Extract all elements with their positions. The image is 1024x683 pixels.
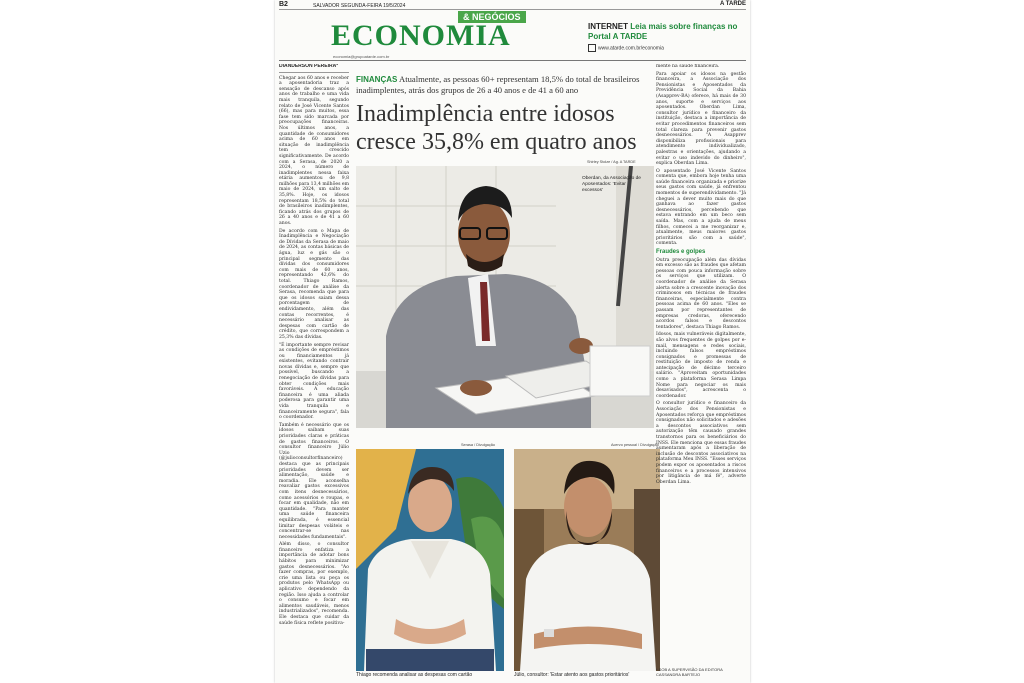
newspaper-page [275,0,750,683]
section-email: economia@grupoatarde.com.br [333,54,390,59]
paragraph: Para apoiar os idosos na gestão financeira, a Associação dos Pensionistas e Aposentados da Previdência Social da Bahia (Asapprev-BA) oferece, há mais de 30 anos, suporte e serviços aos aposentados. Oberdan Lima, consultor jurídico e financeiro da instituição, destaca a importância de evitar procedimentos financeiros sem total clareza para prevenir gastos desnecessários. "A Asapprev disponibiliza profissionais para atendimento individualizado, palestras e orientações, ajudando a evitar o uso indevido do dinheiro", explica Oberdan Lima. [656,71,746,167]
subhead: Fraudes e golpes [656,249,706,255]
article-headline: Inadimplência entre idosos cresce 35,8% em quatro anos [356,101,637,155]
paragraph: Idosos, mais vulneráveis digitalmente, são alvos frequentes de golpes por e-mail, mensagens e redes sociais, incluindo falsos empréstimos consignados e promessas de restituição de imposto de renda e antecipação de décimo terceiro salário. "Aproveitam oportunidades como a plataforma Serasa Limpa Nome para negociar os mais desavisados", acrescenta o coordenador. [656,332,746,399]
web-icon [588,44,596,52]
kicker-text: Atualmente, as pessoas 60+ representam 18,5% do total de brasileiros inadimplentes, atrás dos grupos de 26 a 40 anos e de 41 a 60 ano [356,74,640,95]
promo-url[interactable] [588,44,664,52]
top-rule [279,9,746,10]
thiago-photo [356,449,504,671]
main-photo-illustration [356,166,654,428]
main-photo-caption: Oberdan, da Associação de Aposentados: 'Evitar excessos' [582,176,641,193]
promo-url-text: www.atarde.com.br/economia [598,45,664,52]
paragraph: De acordo com o Mapa de Inadimplência e Negociação de Dívidas da Serasa de maio de 2024, as contas básicas de água, luz e gás são o principal segmento das dívidas dos consumidores com mais de 60 anos, representando 42,6% do total. Thiago Ramos, coordenador de análise da Serasa, recomenda que para que os idosos saiam dessa porcentagem de endividamento, além das contas recorrentes, é necessário analisar as despesas com cartão de crédito, que correspondem a 25,3% das dívidas. [279,228,349,340]
julio-photo [514,449,660,671]
left-photo-caption: Thiago recomenda analisar as despesas com cartão [356,672,473,678]
paragraph: Chegar aos 60 anos e receber a aposentadoria traz a sensação de descanso após anos de trabalho e uma vida mais tranquila, segundo relato de José Vicente Santos (66), mas para muitos, essa fase tem sido marcada por preocupações financeiras. Nos últimos anos, a quantidade de consumidores acima de 60 anos em situação de inadimplência tem crescido significativamente. De acordo com a Serasa, de 2020 a 2024, o número de inadimplentes nessa faixa etária aumentou de 9,8 milhões para 13,4 milhões em maio de 2024, um salto de 35,8%. Hoje, os idosos representam 18,5% do total de brasileiros inadimplentes, ficando atrás dos grupos de 26 a 40 anos e de 41 a 60 anos. [279,75,349,227]
left-column [279,64,349,676]
paragraph: Também é necessário que os idosos saibam suas prioridades claras e práticas de gastos financeiros. O consultor financeiro Júlio Uzio (@julioconsultorfinanceiro) destaca que as principais prioridades devem ser alimentação, saúde e moradia. Ele aconselha reavaliar gastos excessivos com itens desnecessários, como acessórios e roupas, e focar em qualidade, não em quantidade. "Para manter uma saúde financeira equilibrada, é essencial limitar despesas voláteis e concentrar-se nas necessidades fundamentais". [279,422,349,540]
brand-name: A TARDE [720,1,746,7]
paragraph: Além disso, o consultor financeiro enfatiza a importância de adotar bons hábitos para minimizar gastos desnecessários. "Ao fazer compras, por exemplo, crie uma lista ou peça os produtos pelo WhatsApp ou aplicativo dependendo da região. Isso ajuda a controlar o consumo e focar em alimentos saudáveis, menos industrializados", recomenda. Ele destaca que cuidar da saúde física reflete positiva- [279,542,349,626]
page-number: B2 [279,1,288,8]
section-subtitle: & NEGÓCIOS [458,11,526,23]
section-title: ECONOMIA [331,19,511,52]
byline: DIANDERSON PEREIRA* [279,64,349,73]
thiago-photo-illustration [356,449,504,671]
date-line: SALVADOR SEGUNDA-FEIRA 19/5/2024 [313,3,406,9]
paragraph: mente na saúde financeira. [656,64,720,69]
kicker-tag: FINANÇAS [356,75,398,84]
paragraph: O consultor jurídico e financeiro da Associação dos Pensionistas e Aposentados reforça que empréstimos consignados não solicitados e adesões a descontos associativos sem autorização têm causado grandes transtornos para os beneficiários do INSS. Ele menciona que essas fraudes aumentaram após a liberação de inclusão de descontos associativos na plataforma Meu INSS. "Esses serviços podem expor os aposentados a riscos financeiros e a processos intensivos por litigância de má fé", adverte Oberdan Lima. [656,401,746,485]
promo-label: INTERNET [588,22,628,31]
internet-promo [588,22,748,42]
main-photo [356,166,654,428]
julio-photo-illustration [514,449,660,671]
page-topline [279,0,746,10]
main-photo-credit: Shirley Stolze / Ag. A TARDE [587,160,636,164]
header-rule [279,60,746,61]
promo-text: Leia mais sobre finanças no Portal A TARDE [588,22,738,41]
right-photo-credit: Acervo pessoal / Divulgação [611,443,659,447]
right-column [656,64,746,676]
footnote: * SOB A SUPERVISÃO DA EDITORA CASSANDRA BARTEJO [656,667,723,677]
paragraph: O aposentado José Vicente Santos comenta que, embora hoje tenha uma saúde financeira organizada e priorize seus gastos com saúde, já enfrentou momentos de superendividamento. "Já cheguei a dever muito mais do que ganhava ao fazer gastos desnecessários, percebendo que estava entrando em um beco sem saída. Mas, com a ajuda de meus filhos, comecei a me reorganizar e, atualmente, meus maiores gastos prioritários são com a saúde", comenta. [656,168,746,247]
left-photo-credit: Serasa / Divulgação [461,443,495,447]
article-kicker [356,74,652,95]
paragraph: Outra preocupação além das dívidas em excesso são as fraudes que afetam pessoas com pouca informação sobre os serviços que utilizam. O coordenador de análise da Serasa alerta sobre a crescente inovação dos criminosos em técnicas de fraudes financeiras, especialmente contra pessoas acima de 60 anos. "Eles se passam por representantes de empresas credoras, oferecendo acordos falsos e descontos tentadores", destaca Thiago Ramos. [656,257,746,330]
paragraph: "É importante sempre revisar as condições de empréstimos ou financiamentos já existentes, evitando contrair novas dívidas e, sempre que possível, buscando a renegociação de dívidas para obter condições mais favoráveis. A educação financeira é uma aliada poderosa para garantir uma vida tranquila e financeiramente segura", fala o coordenador. [279,342,349,421]
right-photo-caption: Júlio, consultor: 'Estar atento aos gastos prioritários' [514,672,630,678]
